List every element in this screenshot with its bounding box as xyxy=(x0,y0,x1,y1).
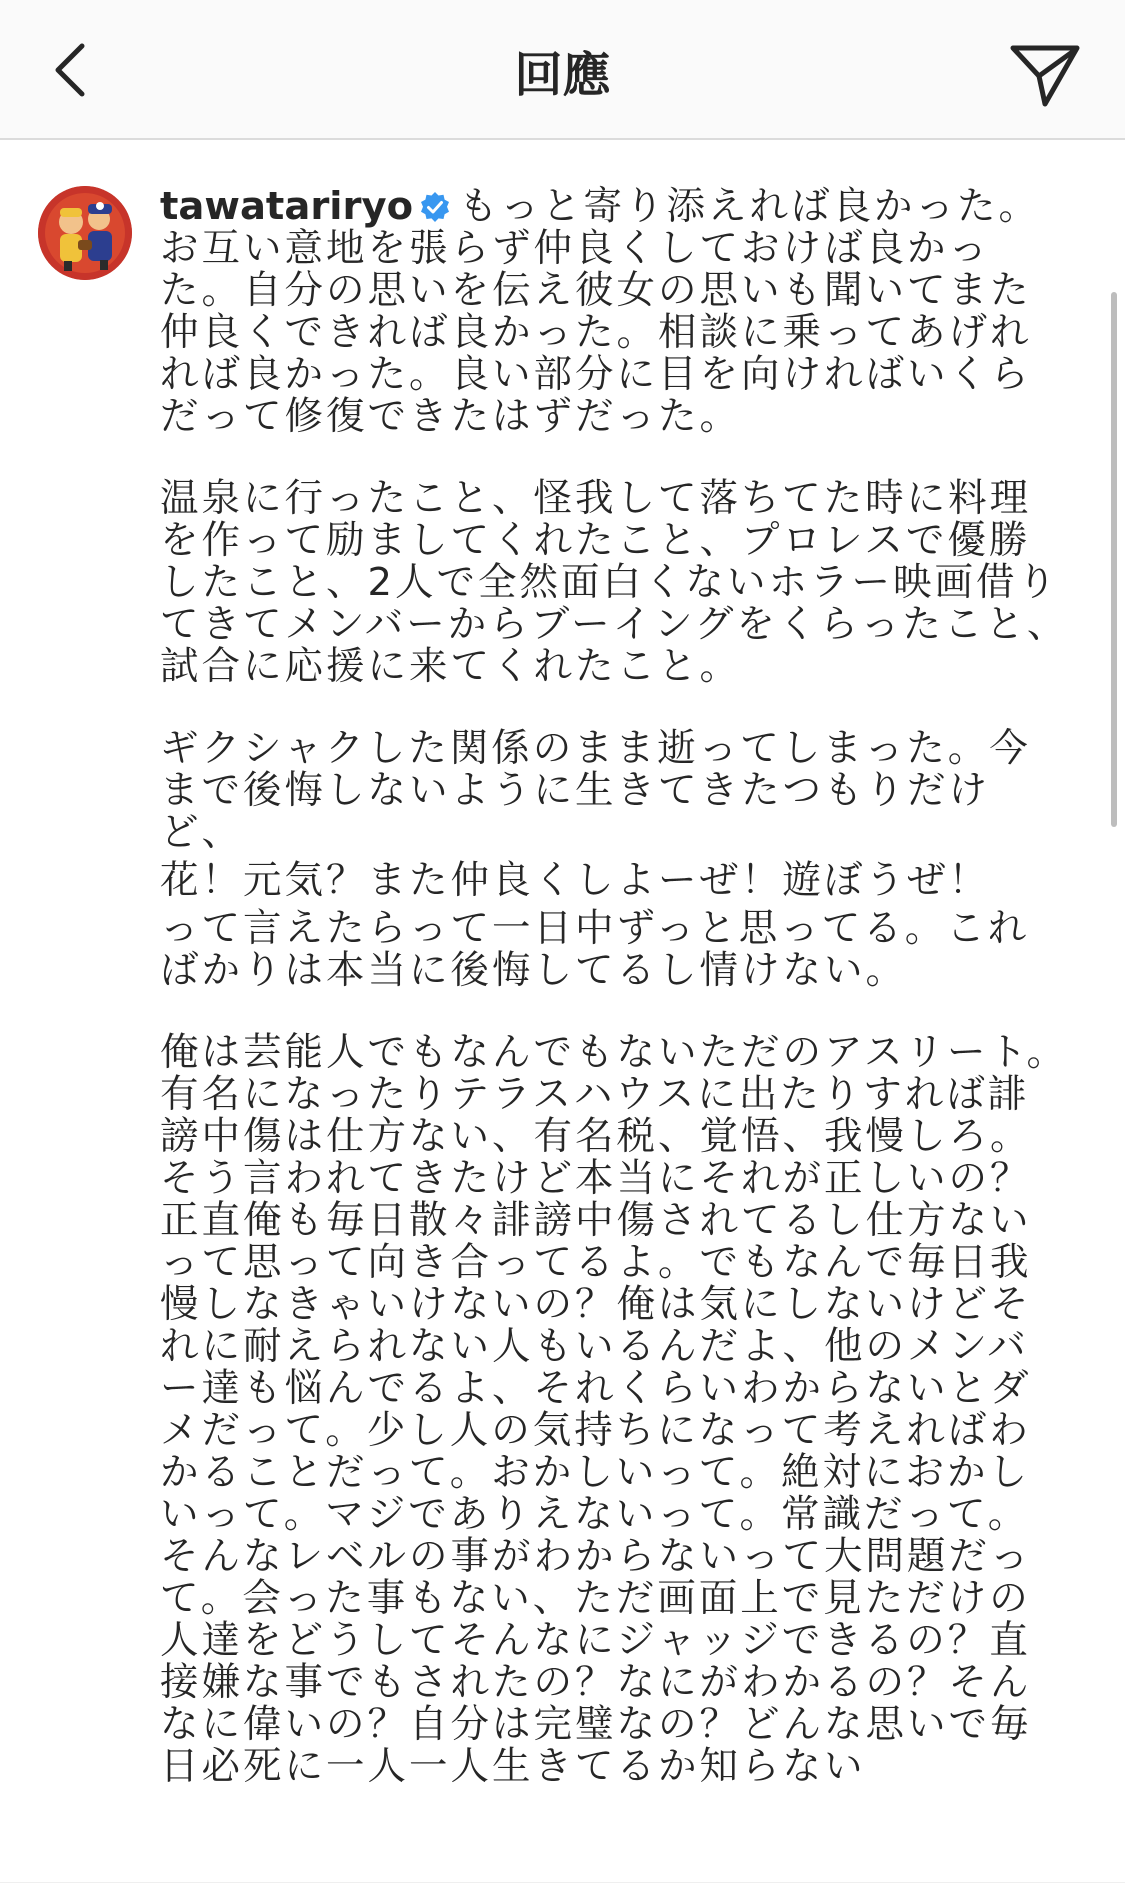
back-button[interactable] xyxy=(30,30,110,110)
bottom-edge xyxy=(0,1882,1125,1899)
avatar[interactable] xyxy=(38,186,132,280)
paper-plane-icon xyxy=(1009,42,1081,108)
post-caption xyxy=(160,186,1070,1828)
scrollbar[interactable] xyxy=(1111,292,1117,827)
caption-paragraph: 花！元気？また仲良くしよーぜ！遊ぼうぜ！ xyxy=(160,858,991,903)
caption-paragraph: って言えたらって一日中ずっと思ってる。こればかりは本当に後悔してるし情けない。 xyxy=(160,906,1030,993)
profile-picture-icon xyxy=(38,186,132,280)
caption-paragraph: 温泉に行ったこと、怪我して落ちてた時に料理を作って励ましてくれたこと、プロレスで優勝したこと、2人で全然面白くないホラー映画借りてきてメンバーからブーイングをくらったこと、試合に応援に来てくれたこと。 xyxy=(160,476,1069,689)
caption-text: もっと寄り添えれば良かった。お互い意地を張らず仲良くしておけば良かった。自分の思いを伝え彼女の思いも聞いてまた仲良くできれば良かった。相談に乗ってあげれれば良かった。良い部分に目を向ければいくらだって修復できたはずだった。 xyxy=(160,184,1041,439)
comments-content xyxy=(0,142,1125,1882)
page-title: 回應 xyxy=(514,46,611,103)
verified-badge-icon xyxy=(419,191,451,223)
navigation-header xyxy=(0,0,1125,140)
share-button[interactable] xyxy=(1000,30,1090,120)
caption-paragraph xyxy=(160,186,1070,438)
username-link[interactable]: tawatariryo xyxy=(160,184,414,229)
caption-paragraph: ギクシャクした関係のまま逝ってしまった。今まで後悔しないように生きてきたつもりだけど、 xyxy=(160,726,1031,855)
chevron-left-icon xyxy=(50,40,90,100)
caption-paragraph: 俺は芸能人でもなんでもないただのアスリート。有名になったりテラスハウスに出たりすれば誹謗中傷は仕方ない、有名税、覚悟、我慢しろ。そう言われてきたけど本当にそれが正しいの？正直俺も毎日散々誹謗中傷されてるし仕方ないって思って向き合ってるよ。でもなんで毎日我慢しなきゃいけないの？俺は気にしないけどそれに耐えられない人もいるんだよ、他のメンバー達も悩んでるよ、それくらいわからないとダメだって。少し人の気持ちになって考えればわかることだって。おかしいって。絶対におかしいって。マジでありえないって。常識だって。そんなレベルの事がわからないって大問題だって。会った事もない、ただ画面上で見ただけの人達をどうしてそんなにジャッジできるの？直接嫌な事でもされたの？なにがわかるの？そんなに偉いの？自分は完璧なの？どんな思いで毎日必死に一人一人生きてるか知らない xyxy=(160,1030,1068,1789)
